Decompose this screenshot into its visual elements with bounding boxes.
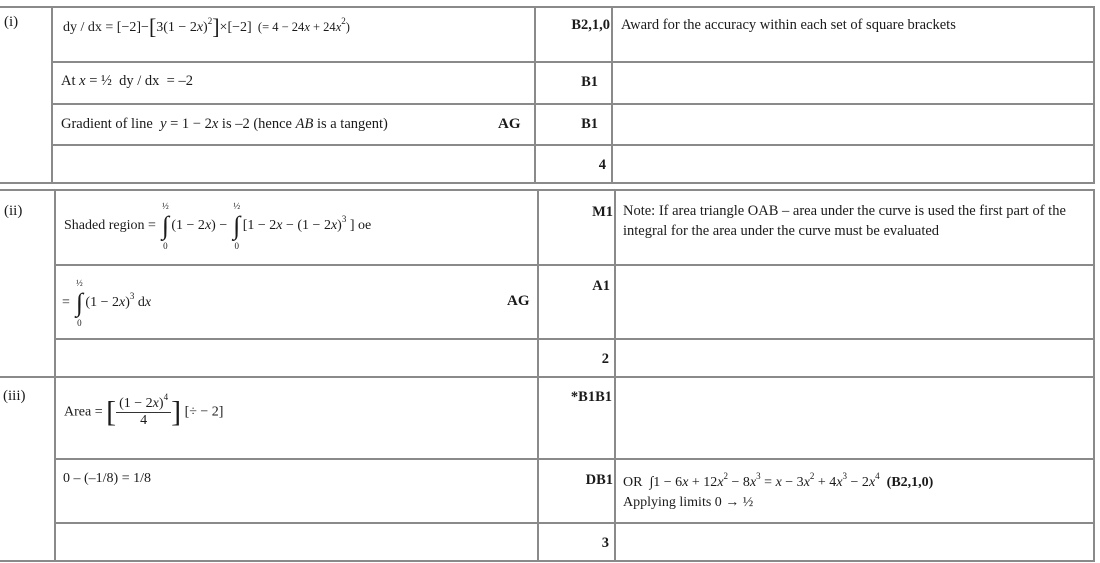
exponent: 3 [842, 471, 848, 481]
expr-text: ) [158, 396, 164, 411]
alternative-method-note [623, 473, 933, 513]
variable: x [775, 475, 782, 490]
integral-sign [73, 278, 85, 328]
marking-note: Award for the accuracy within each set of square brackets [621, 17, 956, 33]
divider [1093, 189, 1095, 377]
expr-text: ) [337, 218, 342, 234]
gradient-at-point [61, 73, 193, 90]
expr-text: ×[−2] [219, 20, 252, 35]
expr-text: ) [345, 20, 350, 34]
divider [611, 6, 613, 183]
area-expression [64, 392, 224, 429]
variable: x [118, 295, 126, 311]
expr-text: + 4 [814, 475, 837, 490]
divider [51, 6, 53, 183]
bracket: ] [212, 14, 220, 39]
variable: x [868, 475, 876, 490]
variable: x [152, 396, 159, 411]
upper-limit: ½ [162, 201, 169, 211]
mark-code: B2,1,0 [571, 17, 610, 33]
expr-text: + 12 [688, 475, 718, 490]
variable: x [749, 475, 757, 490]
expr-text: d [134, 295, 145, 311]
expr-text: − 3 [781, 475, 804, 490]
divider [55, 522, 1095, 524]
expr-text: [1 − 2 [242, 218, 277, 234]
expr-text: (1 − 2 [85, 295, 119, 311]
expr-text: Area = [64, 404, 107, 420]
variable: x [330, 218, 338, 234]
expr-text: − 2 [847, 475, 869, 490]
mark-code: M1 [592, 204, 613, 220]
expr-text: [÷ − 2] [181, 404, 224, 420]
expr-text: [−2] [116, 20, 142, 35]
part-label: (i) [4, 14, 19, 30]
integral-symbol: ∫ [75, 288, 83, 317]
expr-text: = ½ dy / dx = –2 [85, 73, 193, 89]
note-line-2: Applying limits 0 → ½ [623, 495, 754, 510]
tangent-statement [61, 116, 388, 133]
divider [54, 376, 56, 561]
total-marks: 4 [598, 157, 606, 173]
note-line-1 [623, 473, 933, 493]
expr-text: − 8 [728, 475, 750, 490]
fraction [116, 392, 171, 429]
upper-limit: ½ [233, 201, 241, 211]
divider [0, 6, 1095, 8]
expr-text: = [62, 295, 74, 311]
divider [52, 61, 1095, 63]
part-label: (ii) [4, 203, 23, 219]
divider [0, 376, 1095, 378]
divider [1093, 6, 1095, 183]
expr-text: − (1 − 2 [282, 218, 331, 234]
expr-text: = [760, 475, 776, 490]
expr-text: (1 − 2 [171, 218, 205, 234]
expr-text: 3(1 − 2 [156, 20, 197, 35]
numerator [116, 392, 171, 413]
marking-note: Note: If area triangle OAB – area under the curve is used the first part of the integral for the area under the curve must be evaluated [623, 203, 1066, 239]
bracket: [ [148, 14, 157, 39]
expr-text: − [141, 20, 149, 35]
divider [537, 376, 539, 561]
divider [52, 144, 1095, 146]
mark-code: B1 [581, 116, 598, 132]
lower-limit: 0 [234, 241, 239, 251]
divider [54, 189, 56, 377]
exponent: 2 [723, 471, 729, 481]
divider [55, 458, 1095, 460]
lower-limit: 0 [77, 318, 82, 328]
exponent: 4 [163, 392, 169, 402]
divider [0, 560, 1095, 562]
variable: x [803, 475, 810, 490]
bracket: ] [171, 395, 182, 429]
divider [614, 189, 616, 377]
total-marks: 3 [601, 535, 609, 551]
mark-code: B1 [581, 74, 598, 90]
divider [0, 189, 1095, 191]
mark-code: DB1 [585, 472, 613, 488]
exponent: 2 [207, 16, 213, 26]
expr-text: Gradient of line [61, 116, 161, 132]
divider [614, 376, 616, 561]
expr-text: (= 4 − 24 [251, 20, 305, 34]
variable: x [335, 20, 342, 34]
integral-result [62, 278, 152, 328]
bracket: [ [106, 395, 117, 429]
exponent: 3 [129, 291, 135, 302]
shaded-region-expression [64, 201, 372, 251]
expr-text: ) [203, 20, 208, 35]
divider [0, 182, 1095, 184]
exponent: 2 [341, 16, 346, 26]
divider [537, 189, 539, 377]
expr-text: ) [125, 295, 130, 311]
expr-text: dy / dx = [63, 20, 117, 35]
exponent: 4 [875, 471, 880, 481]
integral-symbol: ∫ [233, 211, 241, 240]
expr-text: OR ∫1 − 6 [623, 475, 683, 490]
variable: x [204, 218, 212, 234]
variable: x [836, 475, 843, 490]
expr-text: + 24 [309, 20, 336, 34]
variable: x [304, 20, 310, 34]
derivative-expression [63, 14, 350, 39]
divider [55, 264, 1095, 266]
expr-text: ) − [211, 218, 231, 234]
divider [534, 6, 536, 183]
variable: x [196, 20, 204, 35]
variable: x [717, 475, 724, 490]
mark-code: A1 [592, 278, 610, 294]
lower-limit: 0 [163, 241, 168, 251]
divider [55, 338, 1095, 340]
part-label: (iii) [3, 388, 26, 404]
total-marks: 2 [601, 351, 609, 367]
variable: AB [295, 116, 314, 132]
expr-text: ] oe [346, 218, 372, 234]
variable: x [276, 218, 283, 234]
expr-text: Shaded region = [64, 218, 160, 234]
expr-text: = 1 − 2 [166, 116, 212, 132]
answer-given-tag: AG [498, 116, 521, 132]
area-evaluation: 0 – (–1/8) = 1/8 [63, 471, 151, 486]
mark-code-inline: (B2,1,0) [879, 475, 934, 490]
divider [52, 103, 1095, 105]
exponent: 2 [809, 471, 815, 481]
variable: x [79, 73, 86, 89]
expr-text: (1 − 2 [119, 396, 153, 411]
variable: x [211, 116, 219, 132]
denominator: 4 [140, 413, 148, 428]
expr-text: is a tangent) [313, 116, 388, 132]
variable: x [682, 475, 689, 490]
expr-text: At [61, 73, 80, 89]
exponent: 3 [756, 471, 761, 481]
exponent: 3 [341, 214, 347, 225]
variable: x [144, 295, 152, 311]
integral-sign [231, 201, 243, 251]
integral-sign [159, 201, 171, 251]
expr-text: is –2 (hence [218, 116, 296, 132]
mark-code: *B1B1 [570, 389, 612, 405]
divider [1093, 376, 1095, 561]
upper-limit: ½ [76, 278, 83, 288]
answer-given-tag: AG [507, 293, 530, 309]
variable: y [160, 116, 167, 132]
integral-symbol: ∫ [161, 211, 169, 240]
